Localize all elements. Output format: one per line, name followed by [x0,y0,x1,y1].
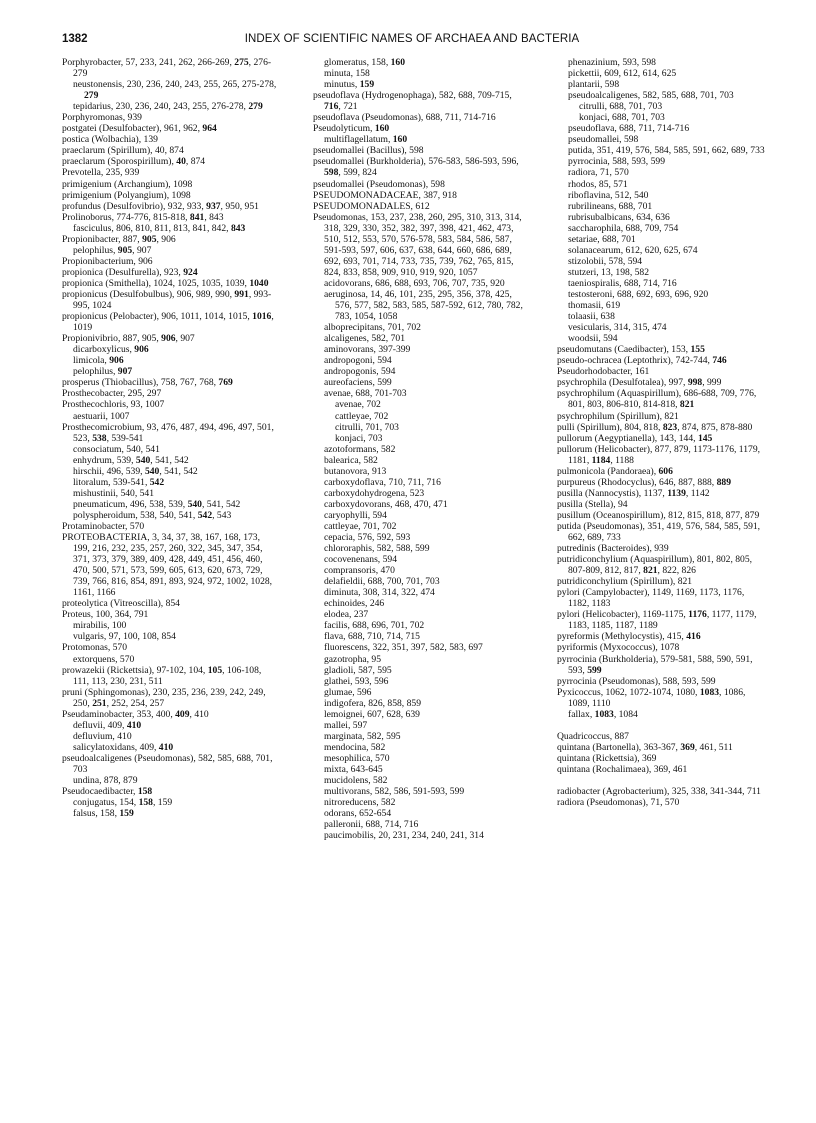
index-entry: pseudomallei (Burkholderia), 576-583, 586-593, 596, 598, 599, 824 [313,156,519,179]
primary-page-ref: 40 [176,156,186,168]
index-entry: praeclarum (Sporospirillum), 40, 874 [62,156,206,168]
primary-page-ref: 1139 [667,487,686,499]
index-subentry: minuta, 158 [324,68,370,80]
primary-page-ref: 155 [690,344,705,356]
index-subentry: alcaligenes, 582, 701 [324,333,405,345]
index-entry: Prosthecomicrobium, 93, 476, 487, 494, 496, 497, 501, 523, 538, 539-541 [62,421,274,444]
primary-page-ref: 158 [137,786,153,798]
index-subentry: stutzeri, 13, 198, 582 [568,266,650,278]
primary-page-ref: 1040 [249,277,269,289]
primary-page-ref: 998 [687,377,703,389]
primary-page-ref: 1176 [688,609,707,621]
index-subentry: stizolobii, 578, 594 [568,255,643,267]
index-subentry: cattleyae, 701, 702 [324,520,397,532]
index-entry: pseudo-ochracea (Leptothrix), 742-744, 746 [557,355,727,367]
primary-page-ref: 821 [679,399,695,411]
primary-page-ref: 410 [158,741,174,753]
index-entry: prowazekii (Rickettsia), 97-102, 104, 105, 106-108, 111, 113, 230, 231, 511 [62,664,262,687]
index-entry: propionica (Desulfurella), 923, 924 [62,266,198,278]
primary-page-ref: 889 [716,476,731,488]
index-subentry: pseudoalcaligenes, 582, 585, 688, 701, 703 [568,90,734,102]
index-entry: putridiconchylium (Aquaspirillum), 801, 802, 805, 807-809, 812, 817, 821, 822, 826 [557,554,753,577]
index-entry: Pseudorhodobacter, 161 [557,366,650,378]
index-subentry: radiora, 71, 570 [568,167,629,179]
running-head: INDEX OF SCIENTIFIC NAMES OF ARCHAEA AND BACTERIA [244,33,580,45]
primary-page-ref: 540 [144,465,160,477]
primary-page-ref: 964 [202,123,217,135]
index-entry: Pseudocaedibacter, 158 [62,786,153,798]
index-entry: Protomonas, 570 [62,642,128,654]
primary-page-ref: 905 [142,233,157,245]
index-subentry: glumae, 596 [324,686,372,698]
index-subentry: paucimobilis, 20, 231, 234, 240, 241, 314 [324,830,484,842]
primary-page-ref: 542 [149,476,165,488]
primary-page-ref: 746 [712,355,727,367]
index-subentry: rubrilineans, 688, 701 [568,200,653,212]
primary-page-ref: 159 [119,808,134,820]
primary-page-ref: 924 [183,266,198,278]
index-subentry: rhodos, 85, 571 [568,178,628,190]
index-subentry: minutus, 159 [324,79,375,91]
index-subentry: azotoformans, 582 [324,443,396,455]
index-subentry: mixta, 643-645 [324,764,383,775]
primary-page-ref: 160 [390,57,406,68]
primary-page-ref: 907 [117,366,133,378]
index-entry: PSEUDOMONADACEAE, 387, 918 [313,189,457,201]
index-subentry: undina, 878, 879 [73,775,138,787]
index-subentry: echinoides, 246 [324,598,385,610]
index-subentry: nitroreducens, 582 [324,797,396,809]
index-entry: pusilla (Nannocystis), 1137, 1139, 1142 [557,487,710,499]
primary-page-ref: 409 [175,708,190,720]
index-subentry: flava, 688, 710, 714, 715 [324,631,420,643]
index-subentry: plantarii, 598 [568,79,620,91]
primary-page-ref: 369 [680,741,695,753]
index-entry: pullorum (Helicobacter), 877, 879, 1173-1176, 1179, 1181, 1184, 1188 [557,443,761,466]
primary-page-ref: 841 [189,211,205,223]
index-subentry: hirschii, 496, 539, 540, 541, 542 [73,465,198,477]
primary-page-ref: 160 [374,123,390,135]
index-subentry: alboprecipitans, 701, 702 [324,322,421,334]
index-subentry: fluorescens, 322, 351, 397, 582, 583, 697 [324,642,483,654]
index-subentry: conjugatus, 154, 158, 159 [73,797,173,809]
primary-page-ref: 279 [248,101,263,113]
primary-page-ref: 769 [218,377,233,389]
section-gap [557,775,767,786]
index-entry: pylori (Campylobacter), 1149, 1169, 1173, 1176, 1182, 1183 [557,587,745,610]
index-entry: Protaminobacter, 570 [62,520,145,532]
index-subentry: riboflavina, 512, 540 [568,189,649,201]
index-entry: Prosthecobacter, 295, 297 [62,388,162,400]
index-subentry: vulgaris, 97, 100, 108, 854 [73,631,176,643]
primary-page-ref: 823 [662,421,678,433]
index-entry: Propionibacterium, 906 [62,255,153,267]
index-subentry: caryophylli, 594 [324,509,387,521]
index-subentry: multivorans, 582, 586, 591-593, 599 [324,786,465,798]
index-entry: propionica (Smithella), 1024, 1025, 1035, 1039, 1040 [62,277,269,289]
primary-page-ref: 416 [686,631,701,643]
index-subentry: mallei, 597 [324,719,368,731]
primary-page-ref: 1184 [591,454,611,466]
index-subentry: pickettii, 609, 612, 614, 625 [568,68,677,80]
index-subentry: phenazinium, 593, 598 [568,57,656,68]
index-entry: praeclarum (Spirillum), 40, 874 [62,145,184,157]
index-entry: pullorum (Aegyptianella), 143, 144, 145 [557,432,713,444]
primary-page-ref: 1016 [252,311,272,323]
index-subentry: fasciculus, 806, 810, 811, 813, 841, 842, 843 [73,222,246,234]
index-entry: pseudomutans (Caedibacter), 153, 155 [557,344,705,356]
primary-page-ref: 1083 [594,708,614,720]
index-subentry: setariae, 688, 701 [568,233,636,245]
index-entry: quintana (Rickettsia), 369 [557,752,657,764]
index-entry: pyrrocinia (Pseudomonas), 588, 593, 599 [557,675,716,687]
primary-page-ref: 821 [643,565,658,577]
index-subentry: rubrisubalbicans, 634, 636 [568,211,670,223]
index-subentry: aestuarii, 1007 [73,410,130,422]
index-subentry: cattleyae, 702 [335,410,389,422]
index-entry: primigenium (Archangium), 1098 [62,178,193,190]
index-subentry: citrulli, 701, 703 [335,421,399,433]
index-entry: pyriformis (Myxococcus), 1078 [557,642,680,654]
index-subentry: odorans, 652-654 [324,808,392,820]
index-entry: pylori (Helicobacter), 1169-1175, 1176, 1177, 1179, 1183, 1185, 1187, 1189 [557,609,757,632]
primary-page-ref: 540 [187,498,202,510]
index-entry: Prevotella, 235, 939 [62,167,140,179]
section-gap [557,720,767,731]
index-subentry: multiflagellatum, 160 [324,134,408,146]
index-entry: Pseudolyticum, 160 [313,123,390,135]
page-number: 1382 [62,33,88,45]
index-subentry: citrulli, 688, 701, 703 [579,101,663,113]
index-entry: purpureus (Rhodocyclus), 646, 887, 888, 889 [557,476,731,488]
index-subentry: konjaci, 688, 701, 703 [579,112,665,124]
index-entry: radiora (Pseudomonas), 71, 570 [557,797,680,809]
index-subentry: pneumaticum, 496, 538, 539, 540, 541, 542 [73,498,241,510]
primary-page-ref: 275 [234,57,249,68]
primary-page-ref: 598 [324,167,339,179]
index-entry: prosperus (Thiobacillus), 758, 767, 768, 769 [62,377,233,389]
primary-page-ref: 251 [92,697,107,709]
index-subentry: aureofaciens, 599 [324,377,392,389]
index-subentry: delafieldii, 688, 700, 701, 703 [324,576,440,588]
index-subentry: salicylatoxidans, 409, 410 [73,741,174,753]
index-subentry: mesophilica, 570 [324,752,390,764]
index-subentry: facilis, 688, 696, 701, 702 [324,620,425,632]
index-subentry: defluvium, 410 [73,730,132,742]
index-subentry: diminuta, 308, 314, 322, 474 [324,587,435,599]
index-entry: pseudoflava (Hydrogenophaga), 582, 688, 709-715, 716, 721 [313,90,512,113]
index-subentry: defluvii, 409, 410 [73,719,142,731]
primary-page-ref: 991 [234,288,249,300]
index-subentry: chlororaphis, 582, 588, 599 [324,543,430,555]
index-subentry: konjaci, 703 [335,432,383,444]
index-subentry: lemoignei, 607, 628, 639 [324,708,420,720]
index-subentry: gazotropha, 95 [324,653,382,665]
primary-page-ref: 716 [324,101,339,113]
primary-page-ref: 1083 [699,686,720,698]
index-entry: psychrophila (Desulfotalea), 997, 998, 999 [557,377,722,389]
index-subentry: palleronii, 688, 714, 716 [324,819,419,831]
index-subentry: compransoris, 470 [324,565,395,577]
index-subentry: cepacia, 576, 592, 593 [324,532,411,544]
index-subentry: thomasii, 619 [568,300,621,312]
primary-page-ref: 538 [92,432,107,444]
index-subentry: marginata, 582, 595 [324,730,401,742]
index-entry: Porphyrobacter, 57, 233, 241, 262, 266-269, 275, 276-279 [62,57,272,80]
index-column-1 [62,57,277,1107]
index-subentry: mendocina, 582 [324,741,386,753]
primary-page-ref: 540 [135,454,151,466]
index-entry: PSEUDOMONADALES, 612 [313,200,430,212]
index-entry: pseudomallei (Pseudomonas), 598 [313,178,445,190]
index-entry: Pseudaminobacter, 353, 400, 409, 410 [62,708,209,720]
index-entry: Pyxicoccus, 1062, 1072-1074, 1080, 1083, 1086, 1089, 1110 [557,686,746,709]
index-subentry: avenae, 688, 701-703 [324,388,407,400]
index-entry: pulmonicola (Pandoraea), 606 [557,465,673,477]
index-entry: PROTEOBACTERIA, 3, 34, 37, 38, 167, 168, 173, 199, 216, 232, 235, 257, 260, 322, 345, 347, 354, 371, 373, 379, 389, 409, 428, 449, 451, 456, 460, 470, 500, 571, 573, 599, 605, 613, 620, 673, 729, 739, 766, 816, 854, 891, 893, 924, 972, 1002, 1028, 1161, 1166 [62,532,273,599]
index-entry: radiobacter (Agrobacterium), 325, 338, 341-344, 711 [557,786,761,798]
index-subentry: carboxydoflava, 710, 711, 716 [324,476,441,488]
index-entry: propionicus (Desulfobulbus), 906, 989, 990, 991, 993-995, 1024 [62,288,272,312]
index-subentry: testosteroni, 688, 692, 693, 696, 920 [568,288,709,300]
index-entry: psychrophilum (Aquaspirillum), 686-688, 709, 776, 801, 803, 806-810, 814-818, 821 [557,388,757,411]
index-subentry: glomeratus, 158, 160 [324,57,406,68]
index-column-3 [557,57,767,1107]
index-entry: Propionibacter, 887, 905, 906 [62,233,176,245]
index-entry: putredinis (Bacteroides), 939 [557,543,669,555]
index-subentry: carboxydovorans, 468, 470, 471 [324,498,448,510]
index-subentry: tolaasii, 638 [568,311,615,323]
index-subentry: tepidarius, 230, 236, 240, 243, 255, 276-278, 279 [73,101,263,113]
index-subentry: elodea, 237 [324,609,369,621]
primary-page-ref: 843 [230,222,246,234]
index-subentry: dicarboxylicus, 906 [73,344,149,356]
index-entry: putridiconchylium (Spirillum), 821 [557,576,693,588]
primary-page-ref: 159 [359,79,375,91]
primary-page-ref: 410 [126,719,142,731]
primary-page-ref: 906 [161,333,176,345]
index-subentry: vesicularis, 314, 315, 474 [568,322,667,334]
index-subentry: taeniospiralis, 688, 714, 716 [568,277,677,289]
index-entry: Prolinoborus, 774-776, 815-818, 841, 843 [62,211,224,223]
index-subentry: limicola, 906 [73,355,124,367]
index-subentry: pseudoflava, 688, 711, 714-716 [568,123,690,135]
index-subentry: aeruginosa, 14, 46, 101, 235, 295, 356, 378, 425, 576, 577, 582, 583, 585, 587-592, 612, 780, 782, 783, 1054, 1058 [324,288,523,323]
primary-page-ref: 105 [207,664,223,676]
index-subentry: putida, 351, 419, 576, 584, 585, 591, 662, 689, 733 [568,145,765,157]
index-subentry: glathei, 593, 596 [324,675,389,687]
index-subentry: solanacearum, 612, 620, 625, 674 [568,244,698,256]
index-subentry: pseudomallei, 598 [568,134,639,146]
index-subentry: gladioli, 587, 595 [324,664,392,676]
primary-page-ref: 906 [134,344,149,356]
primary-page-ref: 905 [117,244,133,256]
index-subentry: neustonensis, 230, 236, 240, 243, 255, 265, 275-278, 279 [73,79,277,102]
index-entry: Propionivibrio, 887, 905, 906, 907 [62,333,195,345]
index-entry: Prosthecochloris, 93, 1007 [62,399,165,411]
primary-page-ref: 542 [197,509,213,521]
index-subentry: acidovorans, 686, 688, 693, 706, 707, 735, 920 [324,277,505,289]
primary-page-ref: 158 [138,797,153,809]
index-subentry: andropogoni, 594 [324,355,392,367]
index-subentry: woodsii, 594 [568,333,618,345]
index-subentry: avenae, 702 [335,399,381,411]
index-entry: pseudoalcaligenes (Pseudomonas), 582, 585, 688, 701, 703 [62,752,273,775]
index-entry: Porphyromonas, 939 [62,112,142,124]
index-entry: Proteus, 100, 364, 791 [62,609,149,621]
index-entry: quintana (Rochalimaea), 369, 461 [557,764,688,775]
index-subentry: polyspheroidum, 538, 540, 541, 542, 543 [73,509,232,521]
index-entry: primigenium (Polyangium), 1098 [62,189,191,201]
page-header [62,33,762,49]
primary-page-ref: 145 [697,432,713,444]
primary-page-ref: 160 [392,134,408,146]
index-subentry: consociatum, 540, 541 [73,443,160,455]
index-subentry: extorquens, 570 [73,653,135,665]
index-entry: Quadricoccus, 887 [557,730,629,742]
index-entry: pseudoflava (Pseudomonas), 688, 711, 714-716 [313,112,496,124]
index-subentry: mishustinii, 540, 541 [73,487,155,499]
index-subentry: carboxydohydrogena, 523 [324,487,425,499]
index-subentry: saccharophila, 688, 709, 754 [568,222,679,234]
index-entry: pyreformis (Methylocystis), 415, 416 [557,631,701,643]
index-entry: Pseudomonas, 153, 237, 238, 260, 295, 310, 313, 314, 318, 329, 330, 352, 382, 397, 398, 421, 462, 473, 510, 512, 553, 570, 576-578, 583, 584, 586, 587, 591-593, 597, 606, 637, 638, 644, 660, 686, 689, 692, 693, 701, 714, 733, 735, 739, 762, 765, 815, 824, 833, 858, 909, 910, 919, 920, 1057 [313,211,522,278]
index-entry: propionicus (Pelobacter), 906, 1011, 1014, 1015, 1016, 1019 [62,311,274,334]
index-entry: putida (Pseudomonas), 351, 419, 576, 584, 585, 591, 662, 689, 733 [557,520,761,544]
index-entry: postica (Wolbachia), 139 [62,134,158,146]
index-subentry: mucidolens, 582 [324,775,388,787]
index-subentry: falsus, 158, 159 [73,808,134,820]
primary-page-ref: 937 [206,200,221,212]
index-subentry: litoralum, 539-541, 542 [73,476,165,488]
index-entry: pruni (Sphingomonas), 230, 235, 236, 239, 242, 249, 250, 251, 252, 254, 257 [62,686,266,709]
index-entry: pyrrocinia (Burkholderia), 579-581, 588, 590, 591, 593, 599 [557,653,753,676]
primary-page-ref: 606 [658,465,673,477]
index-entry: quintana (Bartonella), 363-367, 369, 461, 511 [557,741,733,753]
index-entry: proteolytica (Vitreoscilla), 854 [62,598,180,610]
primary-page-ref: 279 [84,90,99,102]
index-subentry: aminovorans, 397-399 [324,344,411,356]
index-subentry: balearica, 582 [324,454,378,466]
primary-page-ref: 599 [587,664,602,676]
index-entry: pulli (Spirillum), 804, 818, 823, 874, 875, 878-880 [557,421,753,433]
index-subentry: andropogonis, 594 [324,366,396,378]
primary-page-ref: 906 [109,355,124,367]
index-column-2 [313,57,526,1107]
index-subentry: fallax, 1083, 1084 [568,708,638,720]
index-entry: psychrophilum (Spirillum), 821 [557,410,679,422]
index-subentry: mirabilis, 100 [73,620,127,632]
index-entry: pseudomallei (Bacillus), 598 [313,145,424,157]
index-subentry: enhydrum, 539, 540, 541, 542 [73,454,189,466]
index-entry: pusillum (Oceanospirillum), 812, 815, 818, 877, 879 [557,509,760,521]
index-subentry: pyrrocinia, 588, 593, 599 [568,156,665,168]
index-subentry: pelophilus, 905, 907 [73,244,152,256]
index-entry: pusilla (Stella), 94 [557,498,628,510]
index-subentry: indigofera, 826, 858, 859 [324,697,421,709]
index-entry: postgatei (Desulfobacter), 961, 962, 964 [62,123,217,135]
index-subentry: pelophilus, 907 [73,366,133,378]
index-entry: profundus (Desulfovibrio), 932, 933, 937, 950, 951 [62,200,259,212]
index-subentry: butanovora, 913 [324,465,387,477]
index-subentry: cocovenenans, 594 [324,554,397,566]
